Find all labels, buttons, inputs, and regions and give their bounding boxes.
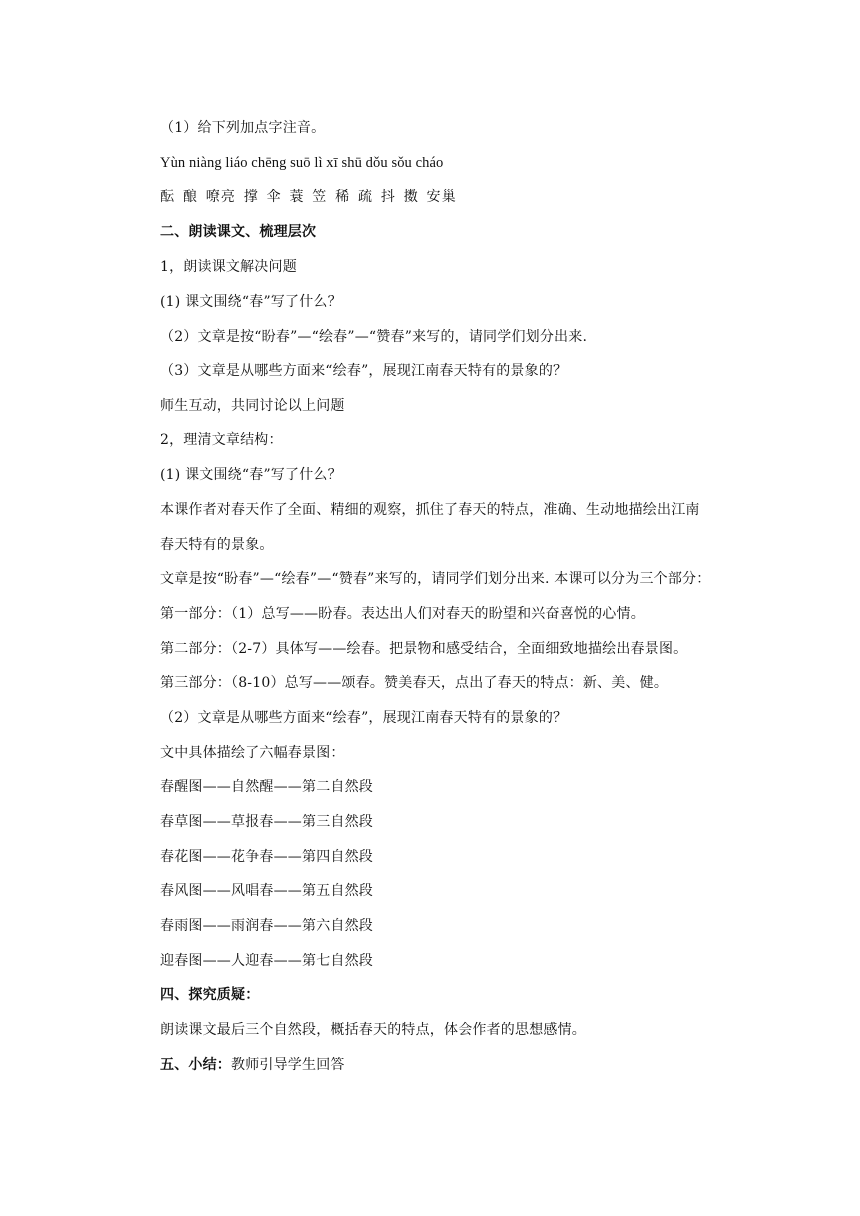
summary-line: [160, 1055, 750, 1075]
character-line: 酝 酿 嘹亮 撑 伞 蓑 笠 稀 疏 抖 擞 安巢: [160, 189, 457, 205]
scene-item: 春花图——花争春——第四自然段: [160, 849, 373, 865]
scene-item: 春风图——风唱春——第五自然段: [160, 883, 373, 899]
subsection-title-reading: 1，朗读课文解决问题: [160, 259, 297, 275]
inquiry-text: 朗读课文最后三个自然段，概括春天的特点，体会作者的思想感情。: [160, 1022, 586, 1038]
scene-item: 春草图——草报春——第三自然段: [160, 814, 373, 830]
answer-text-line-2: 春天特有的景象。: [160, 537, 274, 553]
scene-item: 春醒图——自然醒——第二自然段: [160, 779, 373, 795]
summary-text: 教师引导学生回答: [231, 1057, 345, 1073]
section-heading-inquiry: 四、探究质疑：: [160, 987, 260, 1003]
scene-item: 春雨图——雨润春——第六自然段: [160, 918, 373, 934]
part-three: 第三部分：（8-10）总写——颂春。赞美春天，点出了春天的特点：新、美、健。: [160, 675, 669, 691]
answer-text-line-1: 本课作者对春天作了全面、精细的观察，抓住了春天的特点，准确、生动地描绘出江南: [160, 502, 700, 518]
section-heading-summary: 五、小结：: [160, 1057, 231, 1073]
subsection-title-structure: 2，理清文章结构：: [160, 432, 283, 448]
division-intro: 文章是按“盼春”—“绘春”—“赞春”来写的，请同学们划分出来. 本课可以分为三个部分：: [160, 571, 711, 587]
discussion-note: 师生互动，共同讨论以上问题: [160, 398, 345, 414]
answer-question-1: (1) 课文围绕“春”写了什么？: [160, 467, 342, 483]
exercise-instruction: （1）给下列加点字注音。: [160, 120, 326, 136]
question-3: （3）文章是从哪些方面来“绘春”，展现江南春天特有的景象的？: [160, 363, 568, 379]
scene-item: 迎春图——人迎春——第七自然段: [160, 953, 373, 969]
part-two: 第二部分：（2-7）具体写——绘春。把景物和感受结合，全面细致地描绘出春景图。: [160, 641, 688, 657]
question-1: (1) 课文围绕“春”写了什么？: [160, 294, 342, 310]
answer-question-2: （2）文章是从哪些方面来“绘春”，展现江南春天特有的景象的？: [160, 710, 568, 726]
section-heading-reading: 二、朗读课文、梳理层次: [160, 224, 317, 240]
pinyin-line: Yùn niàng liáo chēng suō lì xī shū dǒu sǒu cháo: [160, 155, 444, 171]
question-2: （2）文章是按“盼春”—“绘春”—“赞春”来写的，请同学们划分出来.: [160, 329, 588, 345]
six-scenes-intro: 文中具体描绘了六幅春景图：: [160, 745, 345, 761]
part-one: 第一部分：（1）总写——盼春。表达出人们对春天的盼望和兴奋喜悦的心情。: [160, 606, 645, 622]
